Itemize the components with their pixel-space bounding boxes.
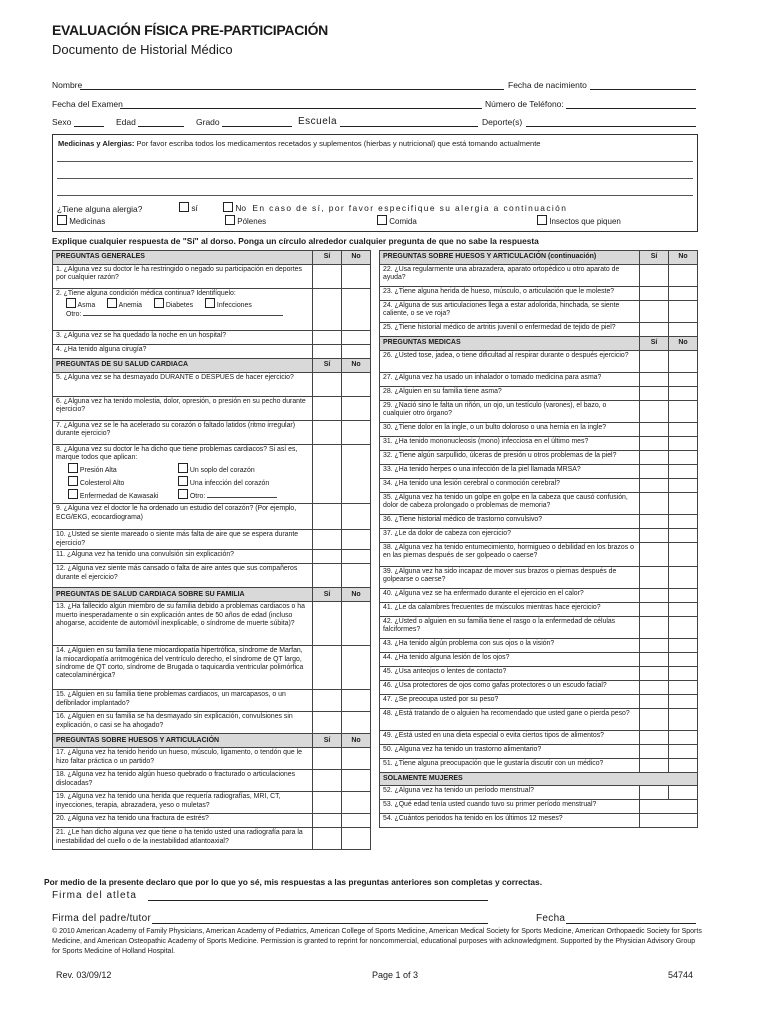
q20: 20. ¿Alguna vez ha tenido una fractura de estrés? [53, 814, 313, 828]
instruction-note: Explique cualquier respuesta de "Sí" al dorso. Ponga un círculo alrededor cualquier pregunta de que no sabe la respuesta [52, 236, 539, 246]
anemia-label: Anemia [118, 302, 143, 310]
q14: 14. ¿Alguien en su familia tiene miocardiopatía hipertrófica, síndrome de Marfan, la miocardiopatía arritmogénica del ventrículo derecho, el síndrome de QT largo, síndrome de QT corto, síndrome de Brugada o taquicardia ventricular polimórfica catecolaminérgica? [53, 646, 313, 690]
q4: 4. ¿Ha tenido alguna cirugía? [53, 345, 313, 359]
q38: 38. ¿Alguna vez ha tenido entumecimiento, hormigueo o debilidad en los brazos o en las piernas después de ser golpeado o caerse? [380, 543, 640, 567]
q28-si[interactable] [640, 387, 669, 401]
q2 [53, 289, 313, 331]
q29: 29. ¿Nació sino le falta un riñón, un ojo, un testículo (varones), el bazo, o cualquier otro órgano? [380, 401, 640, 423]
comida-checkbox[interactable] [377, 215, 387, 225]
col-no: No [669, 251, 698, 265]
insectos-checkbox[interactable] [537, 215, 547, 225]
soplo-label: Un soplo del corazón [189, 467, 255, 475]
q11-si[interactable] [313, 550, 342, 564]
q35: 35. ¿Alguna vez ha tenido un golpe en golpe en la cabeza que causó confusión, dolor de cabeza prolongado o problemas de memoria? [380, 493, 640, 515]
q1: 1. ¿Alguna vez su doctor le ha restringido o negado su participación en deportes por cualquier razón? [53, 265, 313, 289]
q46-si[interactable] [640, 681, 669, 695]
document-subtitle: Documento de Historial Médico [52, 42, 233, 57]
q50-no[interactable] [669, 745, 698, 759]
q39-no[interactable] [669, 567, 698, 589]
q33-si[interactable] [640, 465, 669, 479]
edad-field[interactable] [138, 117, 184, 127]
q26-si[interactable] [640, 351, 669, 373]
comida-label: Comida [389, 217, 417, 226]
col-no: No [342, 251, 371, 265]
allergy-no-checkbox[interactable] [223, 202, 233, 212]
q5-si[interactable] [313, 373, 342, 397]
q40-si[interactable] [640, 589, 669, 603]
q3-si[interactable] [313, 331, 342, 345]
edad-label: Edad [116, 117, 136, 127]
col-si: Sí [313, 359, 342, 373]
medications-line-1[interactable] [57, 161, 693, 162]
fecha-nacimiento-label: Fecha de nacimiento [508, 80, 587, 90]
q53: 53. ¿Qué edad tenía usted cuando tuvo su primer período menstrual? [380, 800, 640, 814]
telefono-field[interactable] [566, 99, 696, 109]
q47-si[interactable] [640, 695, 669, 709]
q20-no[interactable] [342, 814, 371, 828]
kawasaki-checkbox[interactable] [68, 489, 78, 499]
q15-no[interactable] [342, 690, 371, 712]
q19: 19. ¿Alguna vez ha tenido una herida que requería radiografías, MRI, CT, inyecciones, terapia, abrazadera, yeso o muletas? [53, 792, 313, 814]
q47: 47. ¿Se preocupa usted por su peso? [380, 695, 640, 709]
q18-no[interactable] [342, 770, 371, 792]
q45: 45. ¿Usa anteojos o lentes de contacto? [380, 667, 640, 681]
q8-no[interactable] [342, 445, 371, 504]
fecha-examen-label: Fecha del Examen [52, 99, 123, 109]
infeccion-corazon-checkbox[interactable] [178, 476, 188, 486]
q52-no[interactable] [669, 786, 698, 800]
q25: 25. ¿Tiene historial médico de artritis juvenil o enfermedad de tejido de piel? [380, 323, 640, 337]
q52-si[interactable] [640, 786, 669, 800]
q39-si[interactable] [640, 567, 669, 589]
q9-si[interactable] [313, 504, 342, 530]
q22: 22. ¿Usa regularmente una abrazadera, aparato ortopédico u otro aparato de ayuda? [380, 265, 640, 287]
nombre-label: Nombre [52, 80, 83, 90]
q51-si[interactable] [640, 759, 669, 773]
fecha-nacimiento-field[interactable] [590, 80, 696, 90]
q26: 26. ¿Usted tose, jadea, o tiene dificultad al respirar durante o después ejercicio? [380, 351, 640, 373]
telefono-label: Número de Teléfono: [485, 99, 564, 109]
revision-date: Rev. 03/09/12 [56, 970, 112, 980]
left-questions-table [52, 250, 371, 850]
q21: 21. ¿Le han dicho alguna vez que tiene o ha tenido usted una radiografía para la inestabilidad del cuello o de la inestabilidad atlantoaxial? [53, 828, 313, 850]
q22-si[interactable] [640, 265, 669, 287]
medications-line-3[interactable] [57, 195, 693, 196]
q16-no[interactable] [342, 712, 371, 734]
q38-si[interactable] [640, 543, 669, 567]
q2-no[interactable] [342, 289, 371, 331]
q1-no[interactable] [342, 265, 371, 289]
q29-no[interactable] [669, 401, 698, 423]
q21-si[interactable] [313, 828, 342, 850]
q42-si[interactable] [640, 617, 669, 639]
q3-no[interactable] [342, 331, 371, 345]
q17-si[interactable] [313, 748, 342, 770]
section-huesos: PREGUNTAS SOBRE HUESOS Y ARTICULACIÓN [53, 734, 313, 748]
soplo-checkbox[interactable] [178, 463, 188, 473]
q12: 12. ¿Alguna vez siente más cansado o falta de aire antes que sus compañeros durante el ejercicio? [53, 564, 313, 588]
q36-si[interactable] [640, 515, 669, 529]
q20-si[interactable] [313, 814, 342, 828]
fecha-firma-label: Fecha [536, 913, 566, 924]
q25-no[interactable] [669, 323, 698, 337]
q45-si[interactable] [640, 667, 669, 681]
q30: 30. ¿Tiene dolor en la ingle, o un bulto doloroso o una hernia en la ingle? [380, 423, 640, 437]
firma-atleta-label: Firma del atleta [52, 890, 137, 901]
q37: 37. ¿Le da dolor de cabeza con ejercicio? [380, 529, 640, 543]
allergy-si-checkbox[interactable] [179, 202, 189, 212]
fecha-examen-field[interactable] [120, 99, 482, 109]
q27-si[interactable] [640, 373, 669, 387]
q34-no[interactable] [669, 479, 698, 493]
q36: 36. ¿Tiene historial médico de trastorno convulsivo? [380, 515, 640, 529]
q8-otro-label: Otro: [189, 493, 206, 501]
colesterol-label: Colesterol Alto [79, 480, 125, 488]
q14-no[interactable] [342, 646, 371, 690]
q27-no[interactable] [669, 373, 698, 387]
col-si: Sí [313, 251, 342, 265]
q33-no[interactable] [669, 465, 698, 479]
grado-field[interactable] [222, 117, 292, 127]
medicinas-checkbox[interactable] [57, 215, 67, 225]
q19-no[interactable] [342, 792, 371, 814]
q2-text: 2. ¿Tiene alguna condición médica continua? Identifíquelo: [56, 290, 236, 297]
q16-si[interactable] [313, 712, 342, 734]
q13: 13. ¿Ha fallecido algún miembro de su familia debido a problemas cardiacos o ha muerto inesperadamente o sin explicación antes de 50 años de edad (incluso ahogarse, accidente de automóvil inexplicable, o síndrome de muerte súbita)? [53, 602, 313, 646]
q15-si[interactable] [313, 690, 342, 712]
q51: 51. ¿Tiene alguna preocupación que le gustaría discutir con un médico? [380, 759, 640, 773]
q49-si[interactable] [640, 731, 669, 745]
q35-no[interactable] [669, 493, 698, 515]
q33: 33. ¿Ha tenido herpes o una infección de la piel llamada MRSA? [380, 465, 640, 479]
presion-checkbox[interactable] [68, 463, 78, 473]
q46-no[interactable] [669, 681, 698, 695]
q49: 49. ¿Está usted en una dieta especial o evita ciertos tipos de alimentos? [380, 731, 640, 745]
q35-si[interactable] [640, 493, 669, 515]
q37-no[interactable] [669, 529, 698, 543]
q32-no[interactable] [669, 451, 698, 465]
q18: 18. ¿Alguna vez ha tenido algún hueso quebrado o fracturado o articulaciones dislocadas? [53, 770, 313, 792]
q45-no[interactable] [669, 667, 698, 681]
q6: 6. ¿Alguna vez ha tenido molestia, dolor, opresión, o presión en su pecho durante ejercicio? [53, 397, 313, 421]
q42-no[interactable] [669, 617, 698, 639]
q8-text: 8. ¿Alguna vez su doctor le ha dicho que tiene problemas cardiacos? Si así es, marque todos que aplican: [56, 446, 298, 462]
q5-no[interactable] [342, 373, 371, 397]
col-si: Sí [640, 251, 669, 265]
document-title: EVALUACIÓN FÍSICA PRE-PARTICIPACIÓN [52, 22, 328, 38]
section-mujeres: SOLAMENTE MUJERES [380, 773, 698, 786]
infeccion-corazon-label: Una infección del corazón [189, 480, 270, 488]
q10-no[interactable] [342, 530, 371, 550]
q9-no[interactable] [342, 504, 371, 530]
q41: 41. ¿Le da calambres frecuentes de músculos mientras hace ejercicio? [380, 603, 640, 617]
allergy-si-label: sí [191, 203, 198, 213]
q19-si[interactable] [313, 792, 342, 814]
q10-si[interactable] [313, 530, 342, 550]
q44-si[interactable] [640, 653, 669, 667]
q27: 27. ¿Alguna vez ha usado un inhalador o tomado medicina para asma? [380, 373, 640, 387]
q54: 54. ¿Cuántos periodos ha tenido en los últimos 12 meses? [380, 814, 640, 828]
q30-no[interactable] [669, 423, 698, 437]
q42: 42. ¿Usted o alguien en su familia tiene el rasgo o la enfermedad de células falciformes? [380, 617, 640, 639]
section-generales: PREGUNTAS GENERALES [53, 251, 313, 265]
firma-padre-label: Firma del padre/tutor [52, 913, 152, 924]
q4-no[interactable] [342, 345, 371, 359]
q26-no[interactable] [669, 351, 698, 373]
q31: 31. ¿Ha tenido mononucleosis (mono) infecciosa en el último mes? [380, 437, 640, 451]
q23-no[interactable] [669, 287, 698, 301]
section-familia: PREGUNTAS DE SALUD CARDIACA SOBRE SU FAMILIA [53, 588, 313, 602]
page-number: Page 1 of 3 [372, 970, 419, 980]
escuela-label: Escuela [298, 116, 338, 127]
q7-no[interactable] [342, 421, 371, 445]
q8 [53, 445, 313, 504]
q7-si[interactable] [313, 421, 342, 445]
q37-si[interactable] [640, 529, 669, 543]
q10: 10. ¿Usted se siente mareado o siente más falta de aire que se espera durante ejercicio? [53, 530, 313, 550]
presion-label: Presión Alta [79, 467, 117, 475]
q8-otro-checkbox[interactable] [178, 489, 188, 499]
polenes-checkbox[interactable] [225, 215, 235, 225]
q30-si[interactable] [640, 423, 669, 437]
q18-si[interactable] [313, 770, 342, 792]
q24-si[interactable] [640, 301, 669, 323]
q44: 44. ¿Ha tenido alguna lesión de los ojos? [380, 653, 640, 667]
q46: 46. ¿Usa protectores de ojos como gafas protectores o un escudo facial? [380, 681, 640, 695]
q1-si[interactable] [313, 265, 342, 289]
q5: 5. ¿Alguna vez se ha desmayado DURANTE o DESPUES de hacer ejercicio? [53, 373, 313, 397]
infecciones-checkbox[interactable] [205, 298, 215, 308]
form-code: 54744 [668, 970, 694, 980]
declaration: Por medio de la presente declaro que por lo que yo sé, mis respuestas a las preguntas anteriores son completas y correctas. [44, 877, 543, 887]
q6-no[interactable] [342, 397, 371, 421]
q11-no[interactable] [342, 550, 371, 564]
q25-si[interactable] [640, 323, 669, 337]
q31-si[interactable] [640, 437, 669, 451]
deporte-field[interactable] [526, 117, 696, 127]
q52: 52. ¿Alguna vez ha tenido un período menstrual? [380, 786, 640, 800]
q17-no[interactable] [342, 748, 371, 770]
colesterol-checkbox[interactable] [68, 476, 78, 486]
q7: 7. ¿Alguna vez se le ha acelerado su corazón o faltado latidos (ritmo irregular) durante ejercicio? [53, 421, 313, 445]
q24: 24. ¿Alguna de sus articulaciones llega a estar adolorida, hinchada, se siente caliente, o se ve roja? [380, 301, 640, 323]
q9: 9. ¿Alguna vez el doctor le ha ordenado un estudio del corazón? (Por ejemplo, ECG/EKG, ecocardiograma) [53, 504, 313, 530]
q12-no[interactable] [342, 564, 371, 588]
q28: 28. ¿Alguien en su familia tiene asma? [380, 387, 640, 401]
asma-label: Asma [77, 302, 96, 310]
allergy-specify: En caso de sí, por favor especifique su alergia a continuación [252, 203, 568, 213]
allergy-no-label: No [235, 203, 247, 213]
deporte-label: Deporte(s) [482, 117, 523, 127]
q4-si[interactable] [313, 345, 342, 359]
medications-line-2[interactable] [57, 178, 693, 179]
q51-no[interactable] [669, 759, 698, 773]
q53-answer[interactable] [640, 800, 698, 814]
q43-si[interactable] [640, 639, 669, 653]
q39: 39. ¿Alguna vez ha sido incapaz de mover sus brazos o piernas después de golpearse o caerse? [380, 567, 640, 589]
q24-no[interactable] [669, 301, 698, 323]
col-no: No [342, 359, 371, 373]
col-no: No [342, 734, 371, 748]
escuela-field[interactable] [340, 117, 478, 127]
col-si: Sí [640, 337, 669, 351]
section-medicas: PREGUNTAS MEDICAS [380, 337, 640, 351]
section-salud-cardiaca: PREGUNTAS DE SU SALUD CARDIACA [53, 359, 313, 373]
q21-no[interactable] [342, 828, 371, 850]
allergy-question: ¿Tiene alguna alergia? [57, 204, 143, 214]
q43: 43. ¿Ha tenido algún problema con sus ojos o la visión? [380, 639, 640, 653]
col-no: No [669, 337, 698, 351]
q17: 17. ¿Alguna vez ha tenido herido un hueso, músculo, ligamento, o tendón que le hizo faltar práctica o un partido? [53, 748, 313, 770]
q15: 15. ¿Alguien en su familia tiene problemas cardiacos, un marcapasos, o un defibrilador implantado? [53, 690, 313, 712]
q16: 16. ¿Alguien en su familia se ha desmayado sin explicación, convulsiones sin explicación, o casi se ha ahogado? [53, 712, 313, 734]
medications-box [52, 134, 698, 232]
q6-si[interactable] [313, 397, 342, 421]
medications-label: Medicinas y Alergias: [58, 139, 135, 148]
col-si: Sí [313, 588, 342, 602]
q31-no[interactable] [669, 437, 698, 451]
medicinas-label: Medicinas [69, 217, 106, 226]
q29-si[interactable] [640, 401, 669, 423]
q2-otro-field[interactable] [83, 315, 283, 316]
sexo-label: Sexo [52, 117, 72, 127]
col-si: Sí [313, 734, 342, 748]
q14-si[interactable] [313, 646, 342, 690]
q2-si[interactable] [313, 289, 342, 331]
q50: 50. ¿Alguna vez ha tenido un trastorno alimentario? [380, 745, 640, 759]
right-questions-table [379, 250, 698, 828]
q13-si[interactable] [313, 602, 342, 646]
q34-si[interactable] [640, 479, 669, 493]
q40: 40. ¿Alguna vez se ha enfermado durante el ejercicio en el calor? [380, 589, 640, 603]
anemia-checkbox[interactable] [107, 298, 117, 308]
q50-si[interactable] [640, 745, 669, 759]
diabetes-checkbox[interactable] [154, 298, 164, 308]
firma-padre-field[interactable] [152, 914, 488, 924]
copyright-notice: © 2010 American Academy of Family Physicians, American Academy of Pediatrics, American College of Sports Medicine, American Medical Society for Sports Medicine, American Orthopaedic Society for Sports Medicine, and American Osteopathic Academy of Sports Medicine. Permission is granted to reprint for noncommercial, educational purposes with acknowledgment. Supported by the Physician Advisory Group for Sports Medicine of Holland Hospital. [52, 928, 702, 955]
medications-instructions: Por favor escriba todos los medicamentos recetados y suplementos (hierbas y nutricional) que está tomando actualmente [136, 139, 541, 148]
q34: 34. ¿Ha tenido una lesión cerebral o conmoción cerebral? [380, 479, 640, 493]
diabetes-label: Diabetes [165, 302, 194, 310]
q36-no[interactable] [669, 515, 698, 529]
q32: 32. ¿Tiene algún sarpullido, úlceras de presión u otros problemas de la piel? [380, 451, 640, 465]
q40-no[interactable] [669, 589, 698, 603]
grado-label: Grado [196, 117, 220, 127]
kawasaki-label: Enfermedad de Kawasaki [79, 493, 159, 501]
q13-no[interactable] [342, 602, 371, 646]
q8-si[interactable] [313, 445, 342, 504]
q32-si[interactable] [640, 451, 669, 465]
q28-no[interactable] [669, 387, 698, 401]
infecciones-label: Infecciones [216, 302, 252, 310]
sexo-field[interactable] [74, 117, 104, 127]
insectos-label: Insectos que piquen [549, 217, 621, 226]
q49-no[interactable] [669, 731, 698, 745]
q54-answer[interactable] [640, 814, 698, 828]
polenes-label: Pólenes [237, 217, 267, 226]
q47-no[interactable] [669, 695, 698, 709]
asma-checkbox[interactable] [66, 298, 76, 308]
q23: 23. ¿Tiene alguna herida de hueso, músculo, o articulación que le moleste? [380, 287, 640, 301]
q38-no[interactable] [669, 543, 698, 567]
q48: 48. ¿Está tratando de o alguien ha recomendado que usted gane o pierda peso? [380, 709, 640, 731]
q22-no[interactable] [669, 265, 698, 287]
q3: 3. ¿Alguna vez se ha quedado la noche en un hospital? [53, 331, 313, 345]
q12-si[interactable] [313, 564, 342, 588]
col-no: No [342, 588, 371, 602]
q41-no[interactable] [669, 603, 698, 617]
fecha-firma-field[interactable] [566, 914, 696, 924]
q48-no[interactable] [669, 709, 698, 731]
q43-no[interactable] [669, 639, 698, 653]
q11: 11. ¿Alguna vez ha tenido una convulsión sin explicación? [53, 550, 313, 564]
nombre-field[interactable] [80, 80, 504, 90]
q23-si[interactable] [640, 287, 669, 301]
q8-otro-field[interactable] [207, 497, 277, 498]
q48-si[interactable] [640, 709, 669, 731]
q44-no[interactable] [669, 653, 698, 667]
firma-atleta-field[interactable] [148, 891, 488, 901]
section-huesos-continuacion: PREGUNTAS SOBRE HUESOS Y ARTICULACIÓN (continuación) [380, 251, 640, 265]
q41-si[interactable] [640, 603, 669, 617]
q2-otro-label: Otro: [66, 311, 82, 319]
